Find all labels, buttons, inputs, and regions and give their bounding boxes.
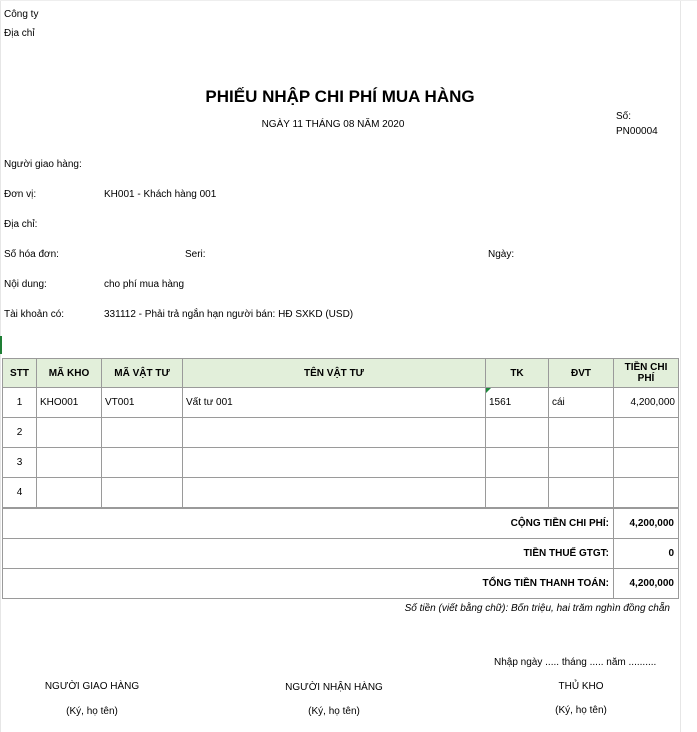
cell-tien-chi-phi[interactable] [614, 478, 679, 508]
receipt-date-line: Nhập ngày ..... tháng ..... năm .......... [494, 657, 657, 668]
cell-tk[interactable] [486, 418, 549, 448]
document-date: NGÀY 11 THÁNG 08 NĂM 2020 [261, 119, 405, 130]
grand-total-value[interactable]: 4,200,000 [614, 569, 679, 599]
cell-ma-kho[interactable] [37, 418, 102, 448]
totals-table [2, 508, 679, 599]
unit-value: KH001 - Khách hàng 001 [104, 189, 217, 200]
unit-label: Đơn vị: [4, 189, 37, 200]
cell-tk[interactable] [486, 388, 549, 418]
cell-ma-vat-tu[interactable] [102, 448, 183, 478]
vat-row [3, 539, 679, 569]
address-label: Địa chỉ: [4, 219, 38, 230]
deliverer-signature-title: NGƯỜI GIAO HÀNG [44, 681, 140, 692]
amount-in-words: Số tiền (viết bằng chữ): Bốn triệu, hai trăm nghìn đồng chẵn [404, 603, 670, 614]
table-row [3, 388, 679, 418]
company-label: Công ty [4, 9, 39, 20]
cell-tien-chi-phi[interactable] [614, 448, 679, 478]
table-row [3, 418, 679, 448]
keeper-signature-title: THỦ KHO [558, 681, 604, 692]
receiver-signature-note: (Ký, họ tên) [308, 706, 360, 717]
table-row [3, 478, 679, 508]
cell-ma-vat-tu[interactable] [102, 478, 183, 508]
vat-value[interactable]: 0 [614, 539, 679, 569]
cell-ten-vat-tu[interactable]: Vất tư 001 [183, 388, 486, 418]
cell-stt[interactable]: 3 [3, 448, 37, 478]
cell-comment-indicator [486, 388, 491, 393]
cell-stt[interactable]: 4 [3, 478, 37, 508]
cell-ma-vat-tu[interactable] [102, 418, 183, 448]
cell-ten-vat-tu[interactable] [183, 418, 486, 448]
invoice-number-label: Số hóa đơn: [4, 249, 59, 260]
cell-tk[interactable] [486, 448, 549, 478]
deliverer-label: Người giao hàng: [4, 159, 82, 170]
row-selection-marker [0, 336, 2, 354]
header-stt: STT [3, 359, 37, 388]
content-label: Nội dung: [4, 279, 47, 290]
cell-dvt[interactable]: cái [549, 388, 614, 418]
subtotal-value[interactable]: 4,200,000 [614, 509, 679, 539]
cell-ten-vat-tu[interactable] [183, 448, 486, 478]
account-label: Tài khoản có: [4, 309, 65, 320]
sheet-gridline [0, 0, 697, 1]
company-address-label: Địa chỉ [4, 28, 35, 39]
cell-ma-kho[interactable]: KHO001 [37, 388, 102, 418]
cell-stt[interactable]: 1 [3, 388, 37, 418]
cell-stt[interactable]: 2 [3, 418, 37, 448]
receiver-signature-title: NGƯỜI NHẬN HÀNG [285, 682, 383, 693]
table-header-row [3, 359, 679, 388]
serial-label: Seri: [185, 249, 206, 260]
account-value: 331112 - Phải trả ngắn hạn người bán: HĐ SXKD (USD) [104, 309, 354, 320]
cell-dvt[interactable] [549, 448, 614, 478]
cell-dvt[interactable] [549, 418, 614, 448]
header-dvt: ĐVT [549, 359, 614, 388]
cell-dvt[interactable] [549, 478, 614, 508]
keeper-signature-note: (Ký, họ tên) [555, 705, 607, 716]
cell-ma-kho[interactable] [37, 448, 102, 478]
cell-ma-vat-tu[interactable]: VT001 [102, 388, 183, 418]
subtotal-label: CỘNG TIỀN CHI PHÍ: [3, 509, 614, 539]
cell-tk[interactable] [486, 478, 549, 508]
document-title: PHIẾU NHẬP CHI PHÍ MUA HÀNG [205, 87, 475, 106]
grand-total-label: TỔNG TIỀN THANH TOÁN: [3, 569, 614, 599]
content-value: cho phí mua hàng [104, 279, 185, 290]
cell-ten-vat-tu[interactable] [183, 478, 486, 508]
sheet-gridline [680, 0, 681, 732]
subtotal-row [3, 509, 679, 539]
document-number-value: PN00004 [616, 126, 658, 137]
cell-tien-chi-phi[interactable] [614, 418, 679, 448]
deliverer-signature-note: (Ký, họ tên) [66, 706, 118, 717]
sheet-gridline [0, 0, 1, 732]
document-number-label: Số: [616, 111, 632, 122]
header-tien-chi-phi: TIỀN CHI PHÍ [614, 359, 679, 388]
cell-tien-chi-phi[interactable]: 4,200,000 [614, 388, 679, 418]
header-tk: TK [486, 359, 549, 388]
header-ma-kho: MÃ KHO [37, 359, 102, 388]
items-table [2, 358, 679, 508]
vat-label: TIỀN THUẾ GTGT: [3, 539, 614, 569]
cell-tk-text: 1561 [489, 397, 512, 408]
table-row [3, 448, 679, 478]
header-ten-vat-tu: TÊN VẬT TƯ [183, 359, 486, 388]
grand-total-row [3, 569, 679, 599]
cell-ma-kho[interactable] [37, 478, 102, 508]
header-ma-vat-tu: MÃ VẬT TƯ [102, 359, 183, 388]
invoice-date-label: Ngày: [488, 249, 515, 260]
